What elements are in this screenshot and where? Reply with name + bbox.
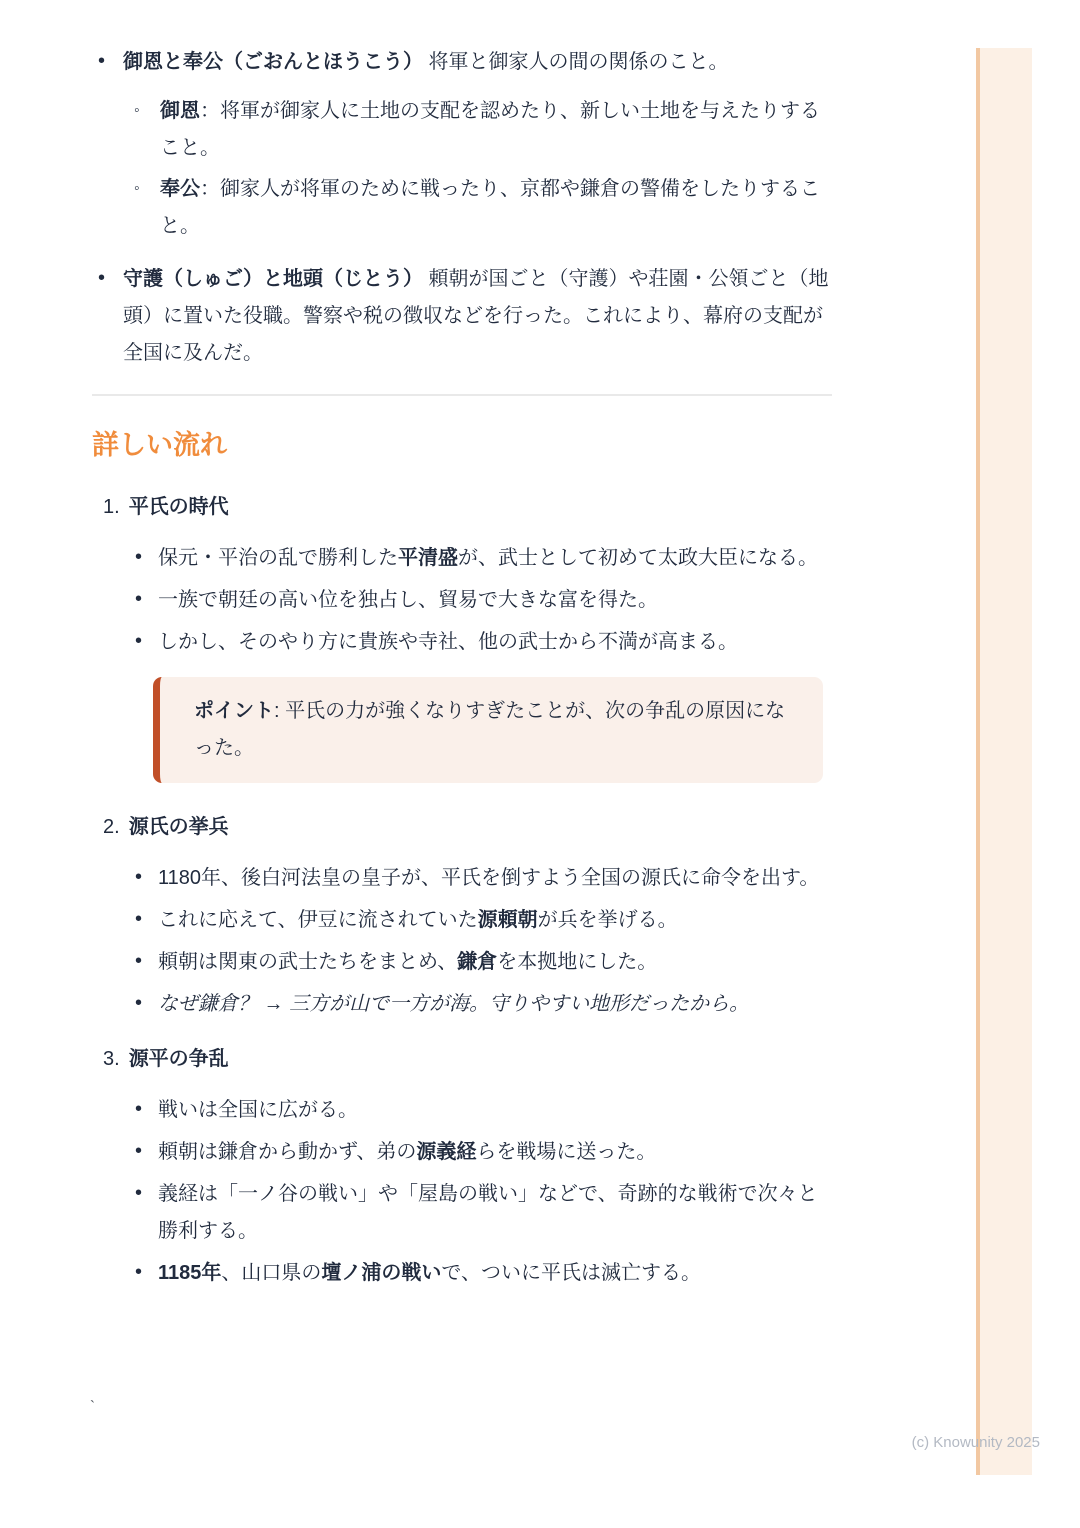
sub-glossary-list	[123, 93, 832, 245]
text-segment: 戦いは全国に広がる。	[158, 1099, 358, 1122]
text-segment: これに応えて、伊豆に流されていた	[158, 909, 478, 932]
bullet-text	[158, 993, 749, 1015]
bullet-text	[158, 547, 818, 569]
callout-label: ポイント	[194, 700, 274, 723]
text-segment: なぜ鎌倉？ → 三方が山で一方が海。守りやすい地形だったから。	[158, 993, 750, 1016]
text-segment: 平清盛	[398, 547, 458, 570]
section-heading: 詳しい流れ	[92, 430, 227, 460]
bullet-text	[158, 909, 678, 931]
bullet-list	[92, 540, 832, 661]
bullet-circle-icon: ◦	[134, 180, 140, 197]
text-segment: らを戦場に送った。	[476, 1141, 657, 1164]
bullet-text	[158, 631, 738, 653]
bullet-dot-icon: •	[135, 1182, 143, 1205]
text-segment: 頼朝は関東の武士たちをまとめ、	[158, 951, 458, 974]
item-number: 2.	[103, 816, 120, 839]
bullet-item	[92, 902, 832, 939]
bullet-dot-icon: •	[135, 1098, 143, 1121]
item-title: 源平の争乱	[128, 1048, 229, 1071]
text-segment: 一族で朝廷の高い位を独占し、貿易で大きな富を得た。	[158, 589, 658, 612]
bullet-item	[92, 860, 832, 897]
item-number: 3.	[103, 1048, 120, 1071]
text-segment: 保元・平治の乱で勝利した	[158, 547, 398, 570]
item-number: 1.	[103, 496, 120, 519]
glossary-list	[92, 44, 832, 372]
sub-glossary-entry	[160, 178, 820, 237]
flow-item-head	[92, 1041, 832, 1078]
glossary-item	[92, 261, 832, 372]
bullet-item	[92, 1134, 832, 1171]
bullet-dot-icon: •	[135, 1140, 143, 1163]
bullet-dot-icon: •	[135, 630, 143, 653]
bullet-item	[92, 1092, 832, 1129]
sub-glossary-item	[123, 171, 832, 245]
bullet-text	[158, 867, 819, 889]
bullet-dot-icon: •	[135, 908, 143, 931]
glossary-item	[92, 44, 832, 245]
bullet-text	[158, 1183, 818, 1242]
text-segment: で、ついに平氏は滅亡する。	[441, 1262, 701, 1285]
text-segment: が、武士として初めて太政大臣になる。	[458, 547, 818, 570]
bullet-text	[158, 951, 657, 973]
flow-item	[92, 489, 832, 783]
text-segment: 、山口県の	[221, 1262, 322, 1285]
term-text: 守護（しゅご）と地頭（じとう）	[123, 268, 423, 290]
callout-text: : 平氏の力が強くなりすぎたことが、次の争乱の原因になった。	[194, 700, 786, 760]
text-segment: が兵を挙げる。	[537, 909, 678, 932]
text-segment: しかし、そのやり方に貴族や寺社、他の武士から不満が高まる。	[158, 631, 738, 654]
bullet-dot-icon: •	[135, 546, 143, 569]
bullet-dot-icon: •	[135, 992, 143, 1015]
definition-text: ：御家人が将軍のために戦ったり、京都や鎌倉の警備をしたりすること。	[160, 178, 820, 237]
glossary-entry	[123, 51, 729, 73]
sub-glossary-entry	[160, 100, 820, 159]
bullet-dot-icon: •	[98, 50, 106, 72]
bullet-dot-icon: •	[135, 866, 143, 889]
bullet-text	[158, 589, 658, 611]
bullet-item	[92, 582, 832, 619]
bullet-dot-icon: •	[135, 950, 143, 973]
bullet-dot-icon: •	[135, 588, 143, 611]
item-title: 平氏の時代	[128, 496, 229, 519]
text-segment: を本拠地にした。	[497, 951, 658, 974]
glossary-entry	[123, 268, 829, 364]
bullet-text	[158, 1262, 701, 1284]
flow-item	[92, 809, 832, 1023]
bullet-item	[92, 1255, 832, 1292]
bullet-list	[92, 1092, 832, 1292]
flow-item-head	[92, 489, 832, 526]
text-segment: 源義経	[416, 1141, 477, 1164]
bullet-item	[92, 986, 832, 1023]
text-segment: 鎌倉	[457, 951, 498, 974]
text-segment: 1180年、後白河法皇の皇子が、平氏を倒すよう全国の源氏に命令を出す。	[158, 867, 820, 890]
text-segment: 1185年	[158, 1262, 222, 1285]
stray-mark: `	[90, 1398, 95, 1415]
text-segment: 源頼朝	[477, 909, 538, 932]
term-text: 御恩と奉公（ごおんとほうこう）	[123, 51, 423, 73]
bullet-item	[92, 944, 832, 981]
callout-box	[153, 677, 823, 783]
bullet-dot-icon: •	[135, 1261, 143, 1284]
text-segment: 頼朝は鎌倉から動かず、弟の	[158, 1141, 417, 1164]
flow-list	[92, 489, 832, 1292]
bullet-dot-icon: •	[98, 267, 106, 289]
sub-glossary-item	[123, 93, 832, 167]
bullet-item	[92, 1176, 832, 1250]
page-content	[92, 44, 832, 1310]
bullet-item	[92, 624, 832, 661]
bullet-list	[92, 860, 832, 1023]
decorative-right-bar	[976, 48, 1032, 1475]
bullet-circle-icon: ◦	[134, 102, 140, 119]
bullet-item	[92, 540, 832, 577]
text-segment: 壇ノ浦の戦い	[321, 1262, 442, 1285]
section-divider	[92, 394, 832, 396]
term-text: 奉公	[160, 178, 200, 200]
item-title: 源氏の挙兵	[128, 816, 229, 839]
footer-credit: (c) Knowunity 2025	[911, 1434, 1040, 1451]
text-segment: 義経は「一ノ谷の戦い」や「屋島の戦い」などで、奇跡的な戦術で次々と勝利する。	[158, 1183, 818, 1243]
bullet-text	[158, 1141, 656, 1163]
term-text: 御恩	[160, 100, 200, 122]
definition-text: 将軍と御家人の間の関係のこと。	[423, 51, 729, 73]
flow-item-head	[92, 809, 832, 846]
flow-item	[92, 1041, 832, 1292]
definition-text: ：将軍が御家人に土地の支配を認めたり、新しい土地を与えたりすること。	[160, 100, 820, 159]
bullet-text	[158, 1099, 358, 1121]
definition-text: 頼朝が国ごと（守護）や荘園・公領ごと（地頭）に置いた役職。警察や税の徴収などを行った。これにより、幕府の支配が全国に及んだ。	[123, 268, 829, 364]
